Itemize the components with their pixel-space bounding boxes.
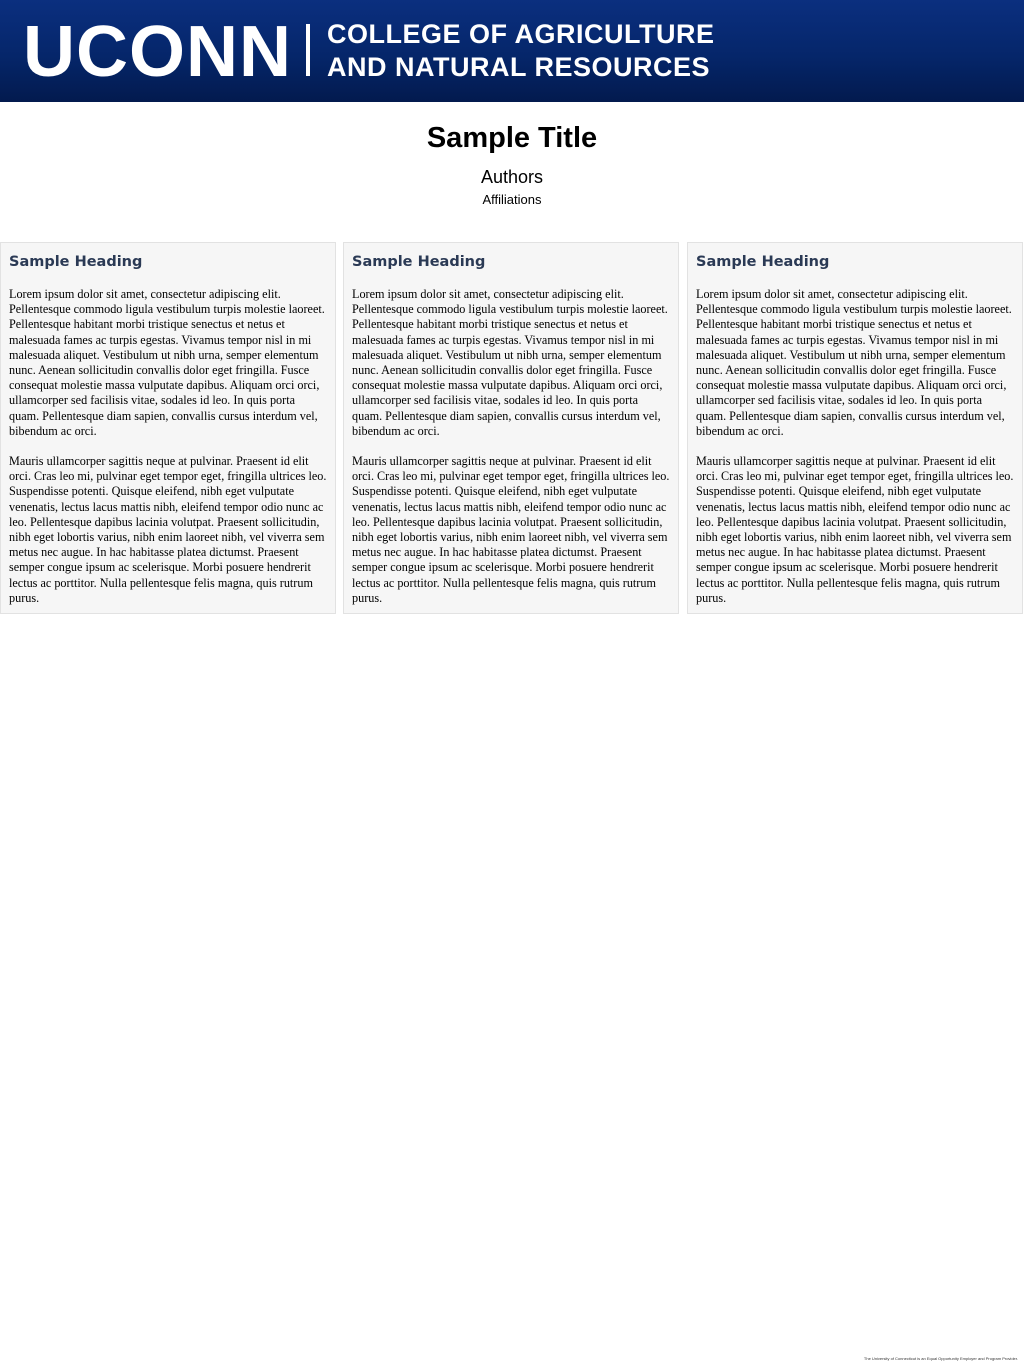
poster-affiliations: Affiliations: [482, 192, 542, 207]
section-heading: Sample Heading: [352, 254, 486, 270]
content-column: [0, 242, 336, 614]
body-paragraph: Lorem ipsum dolor sit amet, consectetur adipiscing elit. Pellentesque commodo ligula vestibulum turpis molestie laoreet. Pellentesque habitant morbi tristique senectus et netus et malesuada fames ac turpis egestas. Vivamus tempor nisl in mi malesuada aliquet. Vestibulum ut nibh urna, semper elementum nunc. Aenean sollicitudin convallis dolor eget fringilla. Fusce consequat molestie massa vulputate dapibus. Aliquam orci orci, ullamcorper sed facilisis vitae, sodales id leo. In quis porta quam. Pellentesque diam sapien, convallis cursus interdum vel, bibendum ac orci.: [9, 287, 325, 438]
college-name: [327, 18, 714, 84]
footer-disclaimer: The University of Connecticut is an Equal Opportunity Employer and Program Provider.: [863, 1356, 1018, 1361]
section-heading: Sample Heading: [696, 254, 830, 270]
body-paragraph: Mauris ullamcorper sagittis neque at pulvinar. Praesent id elit orci. Cras leo mi, pulvinar eget tempor eget, fringilla ultrices leo. Suspendisse potenti. Quisque eleifend, nibh eget vulputate venenatis, lectus lacus mattis nibh, eleifend tempor odio nunc ac leo. Pellentesque dapibus lacinia volutpat. Praesent sollicitudin, nibh eget lobortis varius, nibh enim laoreet nibh, vel viverra sem metus nec augue. In hac habitasse platea dictumst. Praesent semper congue ipsum ac scelerisque. Morbi posuere hendrerit lectus ac porttitor. Nulla pellentesque felis magna, quis rutrum purus.: [352, 454, 670, 605]
body-paragraph: Lorem ipsum dolor sit amet, consectetur adipiscing elit. Pellentesque commodo ligula vestibulum turpis molestie laoreet. Pellentesque habitant morbi tristique senectus et netus et malesuada fames ac turpis egestas. Vivamus tempor nisl in mi malesuada aliquet. Vestibulum ut nibh urna, semper elementum nunc. Aenean sollicitudin convallis dolor eget fringilla. Fusce consequat molestie massa vulputate dapibus. Aliquam orci orci, ullamcorper sed facilisis vitae, sodales id leo. In quis porta quam. Pellentesque diam sapien, convallis cursus interdum vel, bibendum ac orci.: [352, 287, 668, 438]
section-heading: Sample Heading: [9, 254, 143, 270]
uconn-logo: UCONN: [23, 12, 292, 92]
content-columns: [0, 242, 1024, 616]
body-paragraph: Lorem ipsum dolor sit amet, consectetur adipiscing elit. Pellentesque commodo ligula vestibulum turpis molestie laoreet. Pellentesque habitant morbi tristique senectus et netus et malesuada fames ac turpis egestas. Vivamus tempor nisl in mi malesuada aliquet. Vestibulum ut nibh urna, semper elementum nunc. Aenean sollicitudin convallis dolor eget fringilla. Fusce consequat molestie massa vulputate dapibus. Aliquam orci orci, ullamcorper sed facilisis vitae, sodales id leo. In quis porta quam. Pellentesque diam sapien, convallis cursus interdum vel, bibendum ac orci.: [696, 287, 1012, 438]
logo-divider: [306, 24, 310, 76]
content-column: [343, 242, 679, 614]
poster-title: Sample Title: [426, 122, 598, 154]
body-paragraph: Mauris ullamcorper sagittis neque at pulvinar. Praesent id elit orci. Cras leo mi, pulvinar eget tempor eget, fringilla ultrices leo. Suspendisse potenti. Quisque eleifend, nibh eget vulputate venenatis, lectus lacus mattis nibh, eleifend tempor odio nunc ac leo. Pellentesque dapibus lacinia volutpat. Praesent sollicitudin, nibh eget lobortis varius, nibh enim laoreet nibh, vel viverra sem metus nec augue. In hac habitasse platea dictumst. Praesent semper congue ipsum ac scelerisque. Morbi posuere hendrerit lectus ac porttitor. Nulla pellentesque felis magna, quis rutrum purus.: [696, 454, 1014, 605]
content-column: [687, 242, 1023, 614]
poster-authors: Authors: [480, 167, 544, 187]
college-name-line2: AND NATURAL RESOURCES: [327, 52, 711, 82]
header-banner: [0, 0, 1024, 102]
body-paragraph: Mauris ullamcorper sagittis neque at pulvinar. Praesent id elit orci. Cras leo mi, pulvinar eget tempor eget, fringilla ultrices leo. Suspendisse potenti. Quisque eleifend, nibh eget vulputate venenatis, lectus lacus mattis nibh, eleifend tempor odio nunc ac leo. Pellentesque dapibus lacinia volutpat. Praesent sollicitudin, nibh eget lobortis varius, nibh enim laoreet nibh, vel viverra sem metus nec augue. In hac habitasse platea dictumst. Praesent semper congue ipsum ac scelerisque. Morbi posuere hendrerit lectus ac porttitor. Nulla pellentesque felis magna, quis rutrum purus.: [9, 454, 327, 605]
college-name-line1: COLLEGE OF AGRICULTURE: [327, 19, 715, 49]
